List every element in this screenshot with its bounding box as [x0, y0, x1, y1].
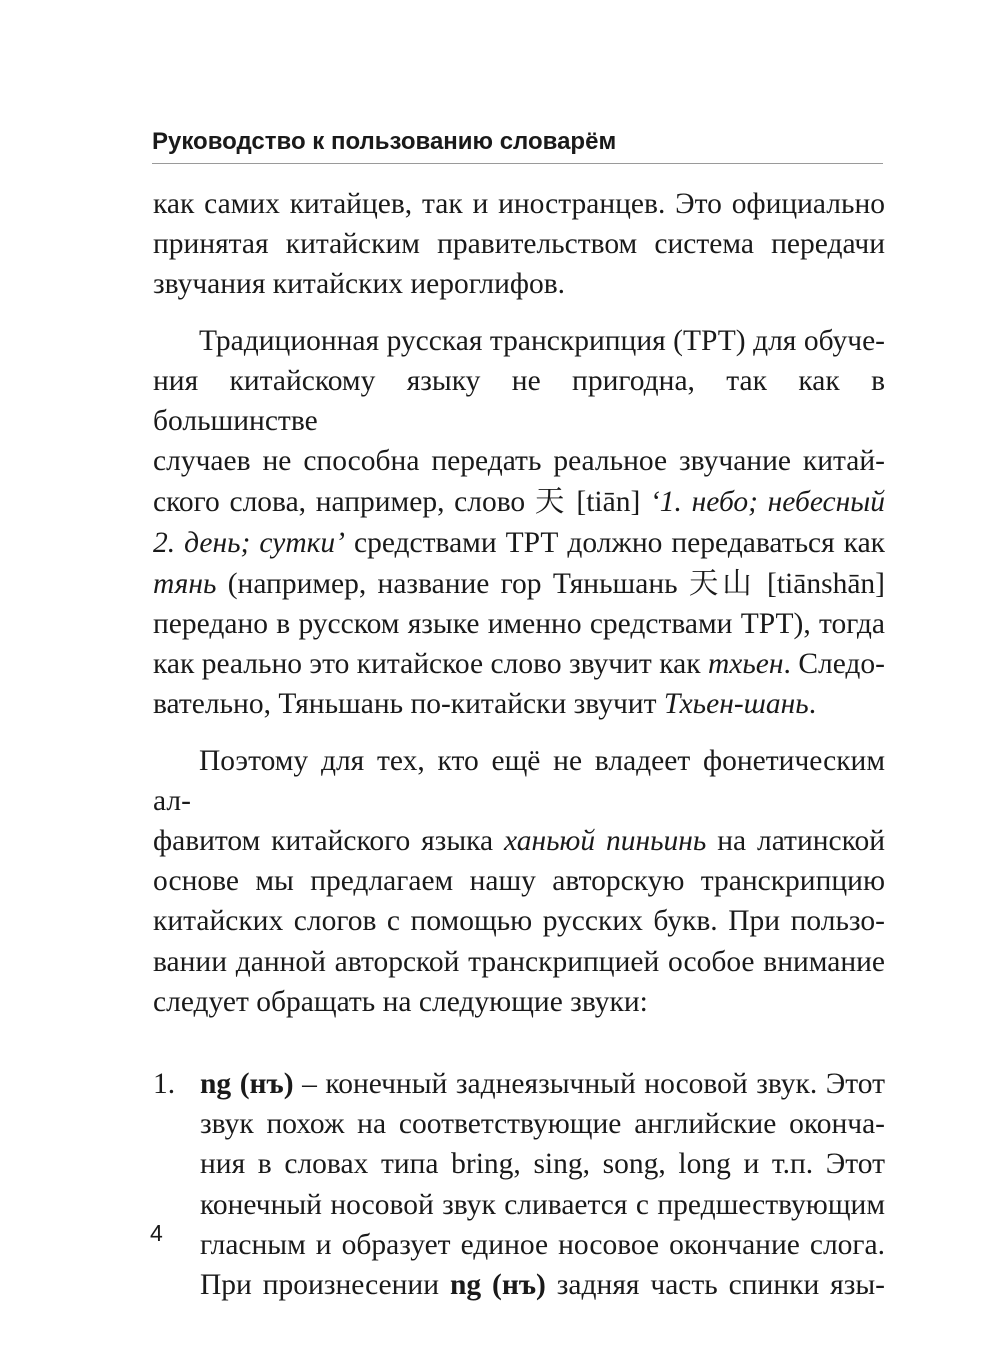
paragraph-1 [153, 184, 885, 305]
text-span: – конечный заднеязычный носовой звук. Этот [293, 1068, 886, 1101]
text-span: задняя часть спинки язы- [545, 1269, 886, 1302]
text-span: на латинской [706, 825, 885, 858]
text-line [200, 1265, 885, 1305]
text-span: . Следо- [783, 648, 886, 681]
italic-term: тянь [153, 567, 217, 600]
pinyin-span: [tiānshān] [755, 567, 885, 600]
text-line [153, 684, 885, 724]
text-line [153, 644, 885, 684]
italic-term: ханьюй пиньинь [504, 825, 707, 858]
chinese-characters: 天山 [688, 565, 756, 600]
text-line [153, 481, 885, 522]
text-span: средствами ТРТ должно передаваться как [345, 526, 885, 559]
text-span: . [808, 688, 817, 721]
text-line: конечный носовой звук сливается с предшествующим [200, 1188, 885, 1221]
running-head-rule [152, 163, 883, 164]
text-line: ния китайскому языку не пригодна, так как в большинстве [153, 364, 885, 438]
italic-term: тхьен [707, 648, 784, 681]
text-line [153, 821, 885, 861]
text-line: звучания китайских иероглифов. [153, 268, 566, 301]
text-line: принятая китайским правительством система передачи [153, 228, 885, 261]
text-line: Традиционная русская транскрипция (ТРТ) для обуче- [199, 324, 885, 357]
text-line: Поэтому для тех, кто ещё не владеет фонетическим ал- [153, 744, 885, 817]
text-line: как самих китайцев, так и иностранцев. Это официально [153, 188, 885, 220]
section-gap [153, 1022, 885, 1064]
italic-gloss: 2. день; сутки’ [153, 526, 346, 559]
text-line: случаев не способна передать реальное звучание китай- [153, 445, 885, 478]
page-number: 4 [150, 1220, 163, 1246]
text-line: китайских слогов с помощью русских букв. При пользо- [153, 905, 885, 938]
text-span: как реально это китайское слово звучит как [153, 648, 708, 681]
text-line: следует обращать на следующие звуки: [153, 985, 648, 1018]
paragraph-2 [153, 321, 885, 725]
text-span: ского слова, например, слово [153, 486, 535, 519]
body-text [153, 184, 885, 1305]
text-line: звук похож на соответствующие английские оконча- [200, 1108, 885, 1141]
text-line [200, 1064, 885, 1104]
italic-gloss: ‘1. небо; небесный [649, 486, 885, 519]
text-line: основе мы предлагаем нашу авторскую транскрипцию [153, 865, 885, 898]
text-line: ния в словах типа bring, sing, song, long и т.п. Этот [200, 1148, 885, 1181]
text-line: передано в русском языке именно средствами ТРТ), тогда [153, 608, 885, 641]
text-line: гласным и образует единое носовое окончание слога. [200, 1228, 885, 1261]
paragraph-gap [153, 725, 885, 741]
text-span: При произнесении [200, 1269, 450, 1302]
paragraph-gap [153, 305, 885, 321]
bold-term: ng (нъ) [200, 1068, 294, 1101]
text-span: фавитом китайского языка [153, 825, 505, 858]
paragraph-3 [153, 741, 885, 1022]
text-line: вании данной авторской транскрипцией особое внимание [153, 945, 885, 978]
text-line [153, 563, 885, 604]
text-span: вательно, Тяньшань по-китайски звучит [153, 688, 664, 721]
chinese-character: 天 [534, 484, 567, 519]
numbered-list [153, 1064, 885, 1305]
running-head: Руководство к пользованию словарём [152, 128, 617, 155]
list-item-number: 1. [153, 1068, 176, 1101]
text-line [153, 523, 885, 563]
italic-term: Тхьен-шань [663, 688, 809, 721]
list-item [153, 1064, 885, 1305]
text-span: (например, название гор Тяньшань [216, 567, 689, 600]
bold-term: ng (нъ) [449, 1269, 546, 1302]
list-item-body [200, 1064, 885, 1305]
pinyin-span: [tiān] [566, 486, 650, 519]
